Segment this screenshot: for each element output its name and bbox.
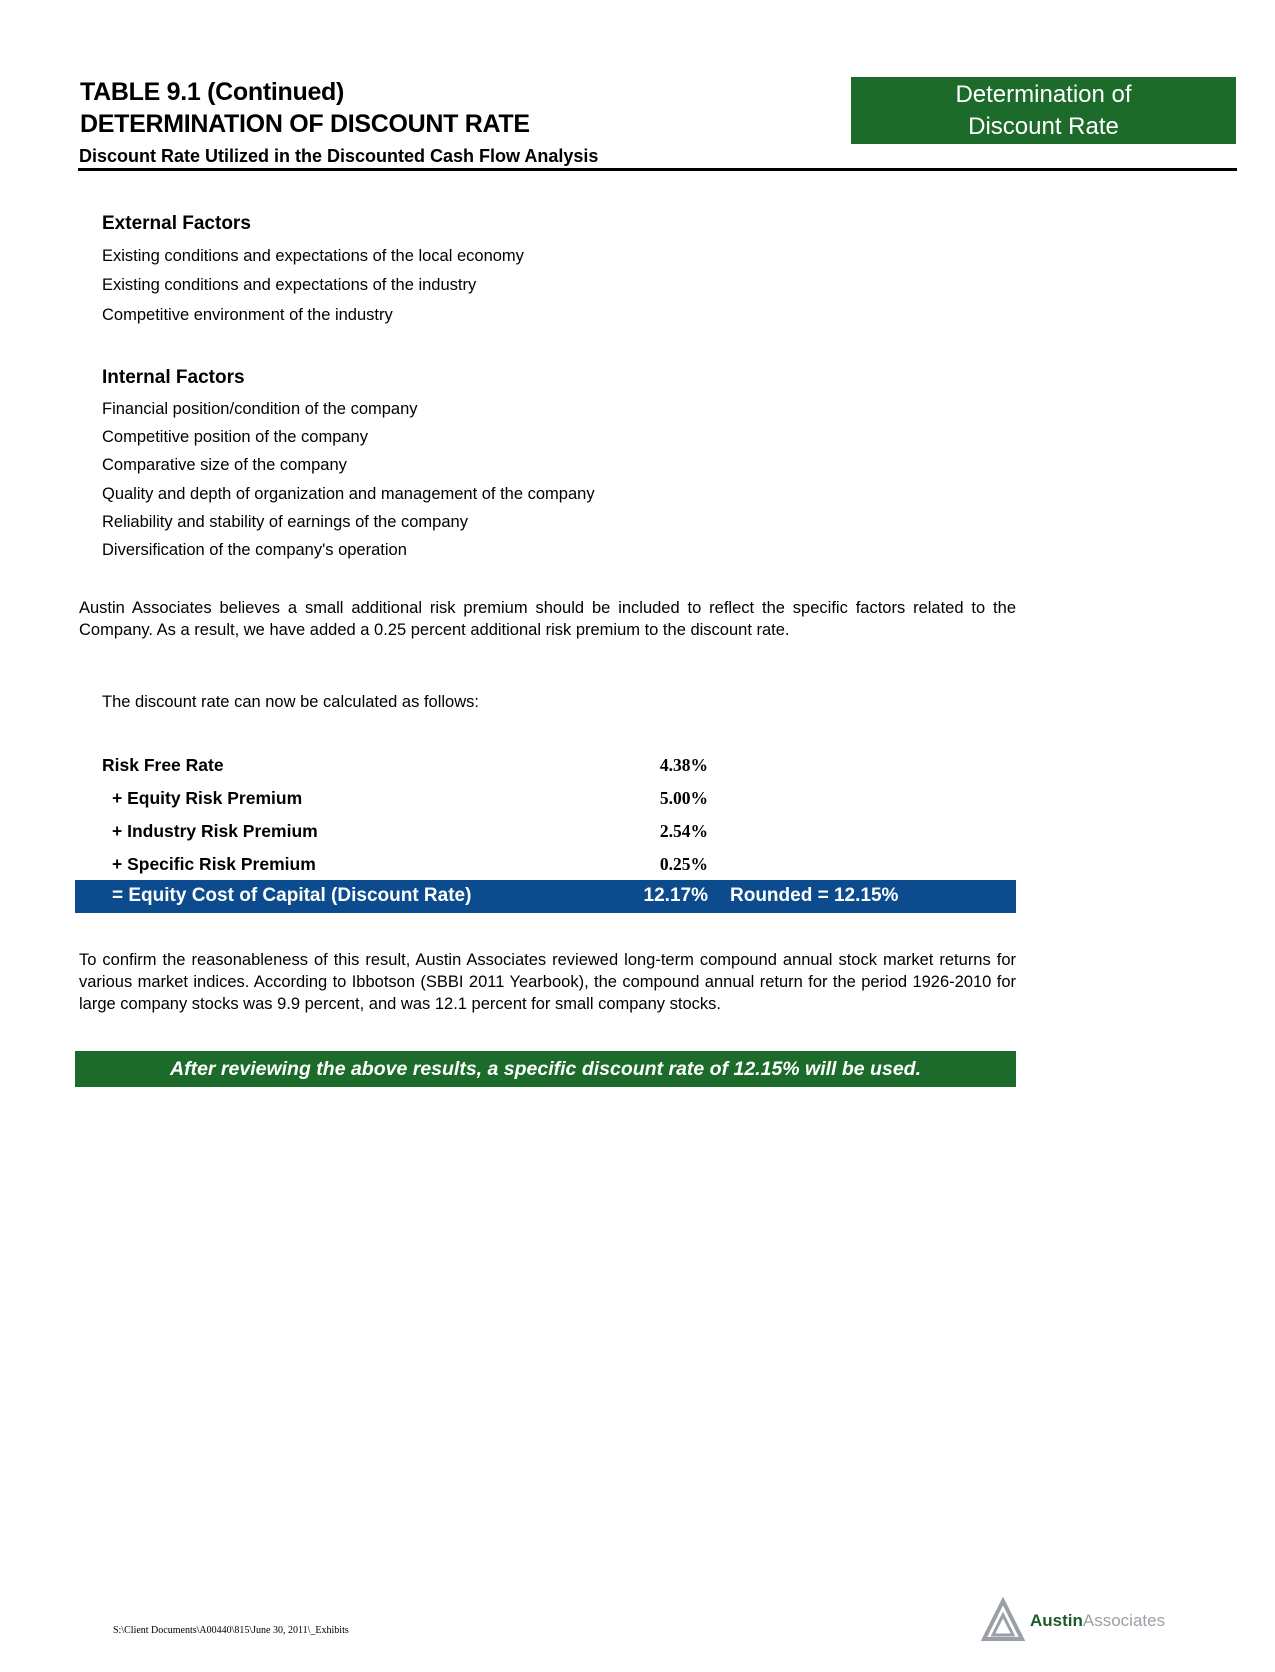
calc-label: + Equity Risk Premium <box>112 788 303 808</box>
footer-file-path: S:\Client Documents\A00440\815\June 30, 2011\_Exhibits <box>113 1625 349 1636</box>
calc-value: 2.54% <box>659 821 708 841</box>
calc-label: Risk Free Rate <box>102 755 224 775</box>
badge-line-2: Discount Rate <box>968 113 1119 140</box>
logo-text-bold: Austin <box>1030 1611 1083 1630</box>
badge-line-1: Determination of <box>955 81 1132 108</box>
table-title: TABLE 9.1 (Continued) <box>80 78 345 106</box>
internal-factor-item: Financial position/condition of the company <box>102 400 418 418</box>
page-title: DETERMINATION OF DISCOUNT RATE <box>80 110 530 138</box>
internal-factor-item: Quality and depth of organization and management of the company <box>102 485 595 503</box>
rounded-value: Rounded = 12.15% <box>730 885 899 906</box>
internal-factor-item: Diversification of the company's operation <box>102 541 407 559</box>
company-logo <box>980 1597 1165 1643</box>
external-factor-item: Competitive environment of the industry <box>102 306 393 324</box>
section-badge <box>851 77 1236 144</box>
calc-label: + Specific Risk Premium <box>112 854 316 874</box>
external-factor-item: Existing conditions and expectations of the local economy <box>102 247 524 265</box>
calc-row-total <box>75 880 1016 913</box>
internal-factor-item: Competitive position of the company <box>102 428 368 446</box>
logo-text <box>1030 1611 1165 1631</box>
calc-label: + Industry Risk Premium <box>112 821 318 841</box>
calc-row-specific-premium <box>75 848 1016 881</box>
internal-factor-item: Reliability and stability of earnings of the company <box>102 513 468 531</box>
logo-triangle-icon <box>980 1597 1026 1643</box>
conclusion-banner: After reviewing the above results, a specific discount rate of 12.15% will be used. <box>75 1051 1016 1087</box>
calc-value: 5.00% <box>659 788 708 808</box>
calc-row-risk-free <box>75 749 1016 782</box>
calc-value: 4.38% <box>659 755 708 775</box>
logo-text-light: Associates <box>1082 1611 1166 1630</box>
risk-premium-paragraph: Austin Associates believes a small additional risk premium should be included to reflect the specific factors related to the Company. As a result, we have added a 0.25 percent additional risk premium to the discount rate. <box>79 599 1016 639</box>
internal-factor-item: Comparative size of the company <box>102 456 347 474</box>
external-factors-heading: External Factors <box>102 213 251 234</box>
calc-row-equity-premium <box>75 782 1016 815</box>
confirmation-paragraph: To confirm the reasonableness of this result, Austin Associates reviewed long-term compound annual stock market returns for various market indices. According to Ibbotson (SBBI 2011 Yearbook), the compound annual return for the period 1926-2010 for large company stocks was 9.9 percent, and was 12.1 percent for small company stocks. <box>79 951 1016 1013</box>
internal-factors-heading: Internal Factors <box>102 367 245 388</box>
page-subtitle: Discount Rate Utilized in the Discounted Cash Flow Analysis <box>79 146 599 166</box>
calc-value: 0.25% <box>659 854 708 874</box>
calc-intro: The discount rate can now be calculated as follows: <box>102 693 479 711</box>
calc-row-industry-premium <box>75 815 1016 848</box>
external-factor-item: Existing conditions and expectations of the industry <box>102 276 477 294</box>
total-label: = Equity Cost of Capital (Discount Rate) <box>112 885 472 906</box>
header-divider <box>78 168 1237 171</box>
total-value: 12.17% <box>643 885 708 906</box>
